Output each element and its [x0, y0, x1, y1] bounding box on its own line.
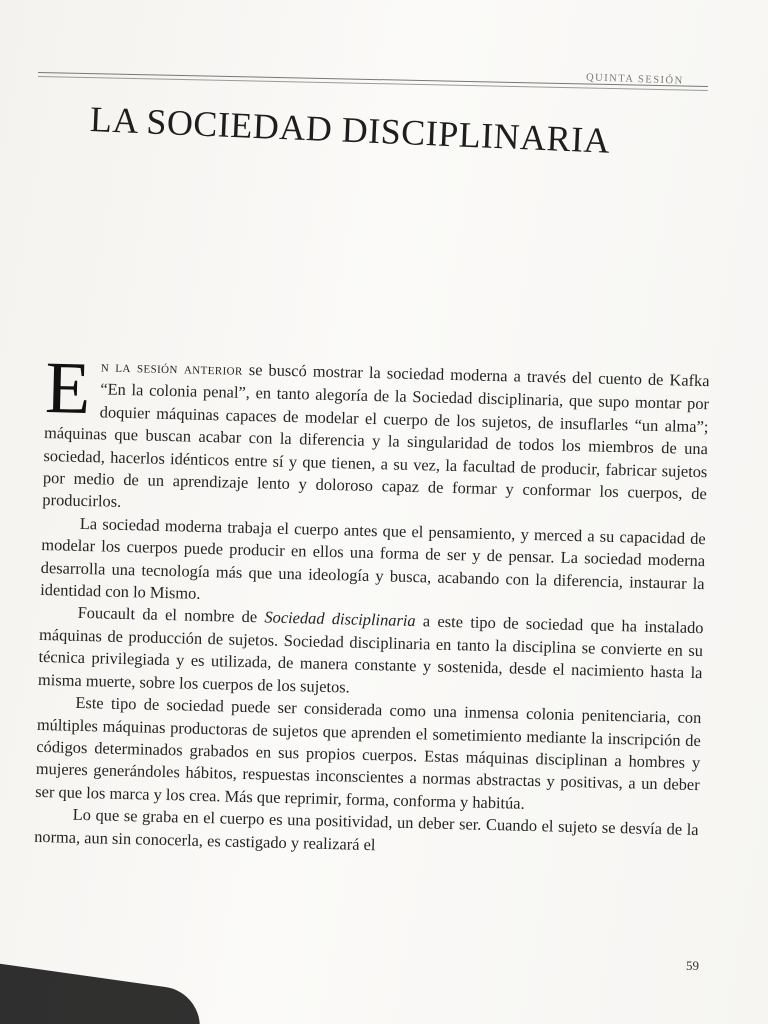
running-head: QUINTA SESIÓN: [585, 72, 684, 87]
lead-in-small-caps: n la sesión anterior: [100, 359, 243, 379]
paragraph-3-start: Foucault da el nombre de: [77, 603, 265, 627]
paragraph-1-text: se buscó mostrar la sociedad moderna a través del cuento de Kafka “En la colonia penal”, en tanto alegoría de la Sociedad disciplinaria, que supo montar por doquier máquinas capaces de modelar el cuerpo de los sujetos, de insuflarles “un alma”; máquinas que buscan acabar con la diferencia y la singularidad de todos los miembros de una sociedad, hacerlos idénticos entre sí y que tienen, a su vez, la facultad de producir, fabricar sujetos por medio de un aprendizaje lento y doloroso capaz de formar y conformar los cuerpos, de producirlos.: [42, 359, 710, 512]
chapter-title: LA SOCIEDAD DISCIPLINARIA: [89, 99, 611, 161]
paragraph-4: Este tipo de sociedad puede ser considerada como una inmensa colonia penitenciaria, con múltiples máquinas productoras de sujetos que aprenden el sometimiento mediante la inscripción de códigos determinados grabados en sus propios cuerpos. Estas máquinas disciplinan a hombres y mujeres generándoles hábitos, respuestas inconscientes a normas abstractas y positivas, a un deber ser que los marca y los crea. Más que reprimir, forma, conforma y habitúa.: [35, 692, 702, 813]
paragraph-3-end: a este tipo de sociedad que ha instalado máquinas de producción de sujetos. Sociedad disciplinaria en tanto la disciplina se convierte en su técnica privilegiada y es utilizada, de manera constante y sostenida, desde el nacimiento hasta la misma muerte, sobre los cuerpos de los sujetos.: [37, 611, 704, 697]
paragraph-5: Lo que se graba en el cuerpo es una positividad, un deber ser. Cuando el sujeto se desvía de la norma, aun sin conocerla, es castigado y realizará el: [33, 804, 699, 854]
body-text: [33, 347, 710, 864]
paragraph-3: [38, 601, 704, 707]
paragraph-3-italic: Sociedad disciplinaria: [264, 607, 416, 631]
paragraph-2: La sociedad moderna trabaja el cuerpo antes que el pensamiento, y merced a su capacidad de modelar los cuerpos puede producir en ellos una forma de ser y de pensar. La sociedad moderna desarrolla una tecnología más que una ideología y busca, acabando con la diferencia, instaurar la identidad con lo Mismo.: [40, 513, 706, 603]
page-number: 59: [686, 958, 699, 973]
paragraph-1: [42, 347, 710, 528]
drop-cap: E: [44, 347, 92, 431]
page-corner-shadow: [0, 956, 205, 1024]
